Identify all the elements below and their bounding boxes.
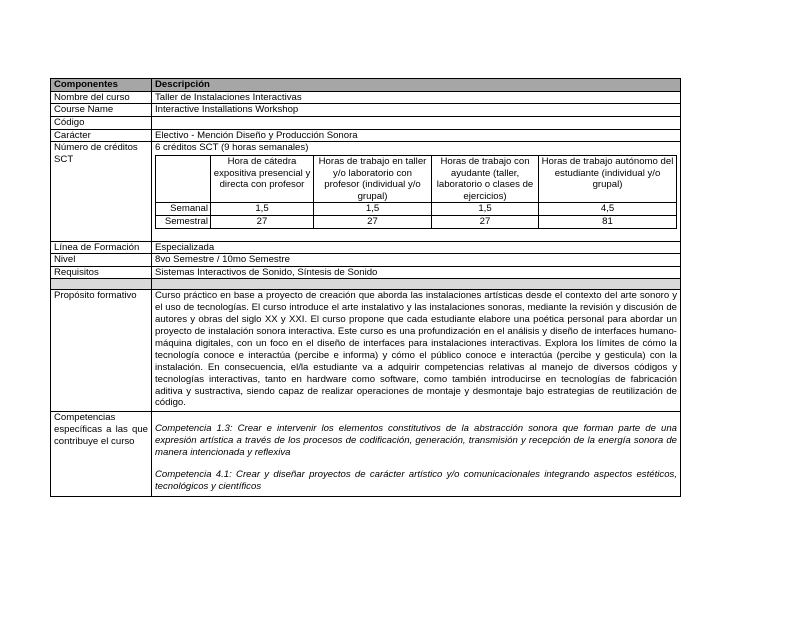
row-value: Interactive Installations Workshop [152,104,681,117]
row-label: Código [51,116,152,129]
table-header [51,79,681,92]
sct-row-label: Semestral [156,215,211,228]
row-label: Requisitos [51,266,152,279]
competencia-item: Competencia 4.1: Crear y diseñar proyectos de carácter artístico y/o comunicacionales integrando aspectos estéticos, tecnológicos y científicos [155,469,677,492]
row-label: Nivel [51,254,152,267]
sct-col-header: Horas de trabajo con ayudante (taller, laboratorio o clases de ejercicios) [432,155,539,202]
sct-col-header: Horas de trabajo en taller y/o laboratorio con profesor (individual y/o grupal) [314,155,432,202]
credits-label [51,142,152,241]
sct-cell: 1,5 [314,203,432,216]
table-row [51,116,681,129]
header-descripcion: Descripción [152,79,681,92]
row-value [152,116,681,129]
sct-col-header: Hora de cátedra expositiva presencial y directa con profesor [211,155,314,202]
sct-cell: 27 [314,215,432,228]
row-value: 8vo Semestre / 10mo Semestre [152,254,681,267]
row-label: Course Name [51,104,152,117]
credits-row [51,142,681,241]
header-componentes: Componentes [51,79,152,92]
credits-label-line2: SCT [54,153,74,165]
sct-row-semestral [156,215,677,228]
credits-summary: 6 créditos SCT (9 horas semanales) [155,142,309,154]
sct-corner [156,155,211,202]
separator-row [51,279,681,290]
competencias-cell [152,412,681,497]
table-row [51,91,681,104]
proposito-row [51,290,681,412]
credits-label-line1: Número de créditos [54,142,138,154]
sct-row-label: Semanal [156,203,211,216]
proposito-text: Curso práctico en base a proyecto de creación que aborda las instalaciones artísticas desde el contexto del arte sonoro y el uso de tecnologías. El curso introduce el arte instalativo y las instalaciones sonoras, mediante la revisión y discusión de autores y obras del siglo XX y XXI. El curso propone que cada estudiante elabore una poética personal para abordar un proyecto de instalación sonora interactiva. Este curso es una profundización en el análisis y diseño de interfaces humano-máquina digitales, con un foco en el diseño de interfaces para instalaciones interactivas. Explora los límites de cómo la tecnología conoce e interactúa (percibe e informa) y cómo el público conoce e interactúa (percibe y gesticula) con la instalación. En consecuencia, el/la estudiante va a adquirir competencias relativas al manejo de diversos códigos y tecnologías interactivas, tanto en hardware como software, como también introducirse en tecnologías de fabricación aditiva y sustractiva, siendo capaz de realizar operaciones de montaje y desmontaje bajo estrategias de reutilización de código. [152,290,681,412]
sct-table [155,155,677,229]
competencias-label: Competencias específicas a las que contribuye el curso [51,412,152,497]
table-row [51,241,681,254]
competencias-row [51,412,681,497]
table-row [51,254,681,267]
row-value: Sistemas Interactivos de Sonido, Síntesis de Sonido [152,266,681,279]
course-table [50,78,681,497]
sct-cell: 4,5 [539,203,677,216]
competencia-item: Competencia 1.3: Crear e intervenir los elementos constitutivos de la abstracción sonora que forman parte de una expresión artística a través de los procesos de codificación, generación, transmisión y recepción de la energía sonora de manera intencionada y reflexiva [155,423,677,458]
sct-cell: 1,5 [211,203,314,216]
row-label: Carácter [51,129,152,142]
table-row [51,266,681,279]
sct-cell: 27 [211,215,314,228]
sct-col-header: Horas de trabajo autónomo del estudiante (individual y/o grupal) [539,155,677,202]
table-row [51,104,681,117]
row-value: Electivo - Mención Diseño y Producción Sonora [152,129,681,142]
row-label: Nombre del curso [51,91,152,104]
sct-cell: 1,5 [432,203,539,216]
row-label: Línea de Formación [51,241,152,254]
proposito-label: Propósito formativo [51,290,152,412]
row-value: Taller de Instalaciones Interactivas [152,91,681,104]
row-value: Especializada [152,241,681,254]
sct-row-semanal [156,203,677,216]
sct-cell: 81 [539,215,677,228]
table-row [51,129,681,142]
sct-cell: 27 [432,215,539,228]
sct-header-row [156,155,677,202]
credits-cell [152,142,681,241]
